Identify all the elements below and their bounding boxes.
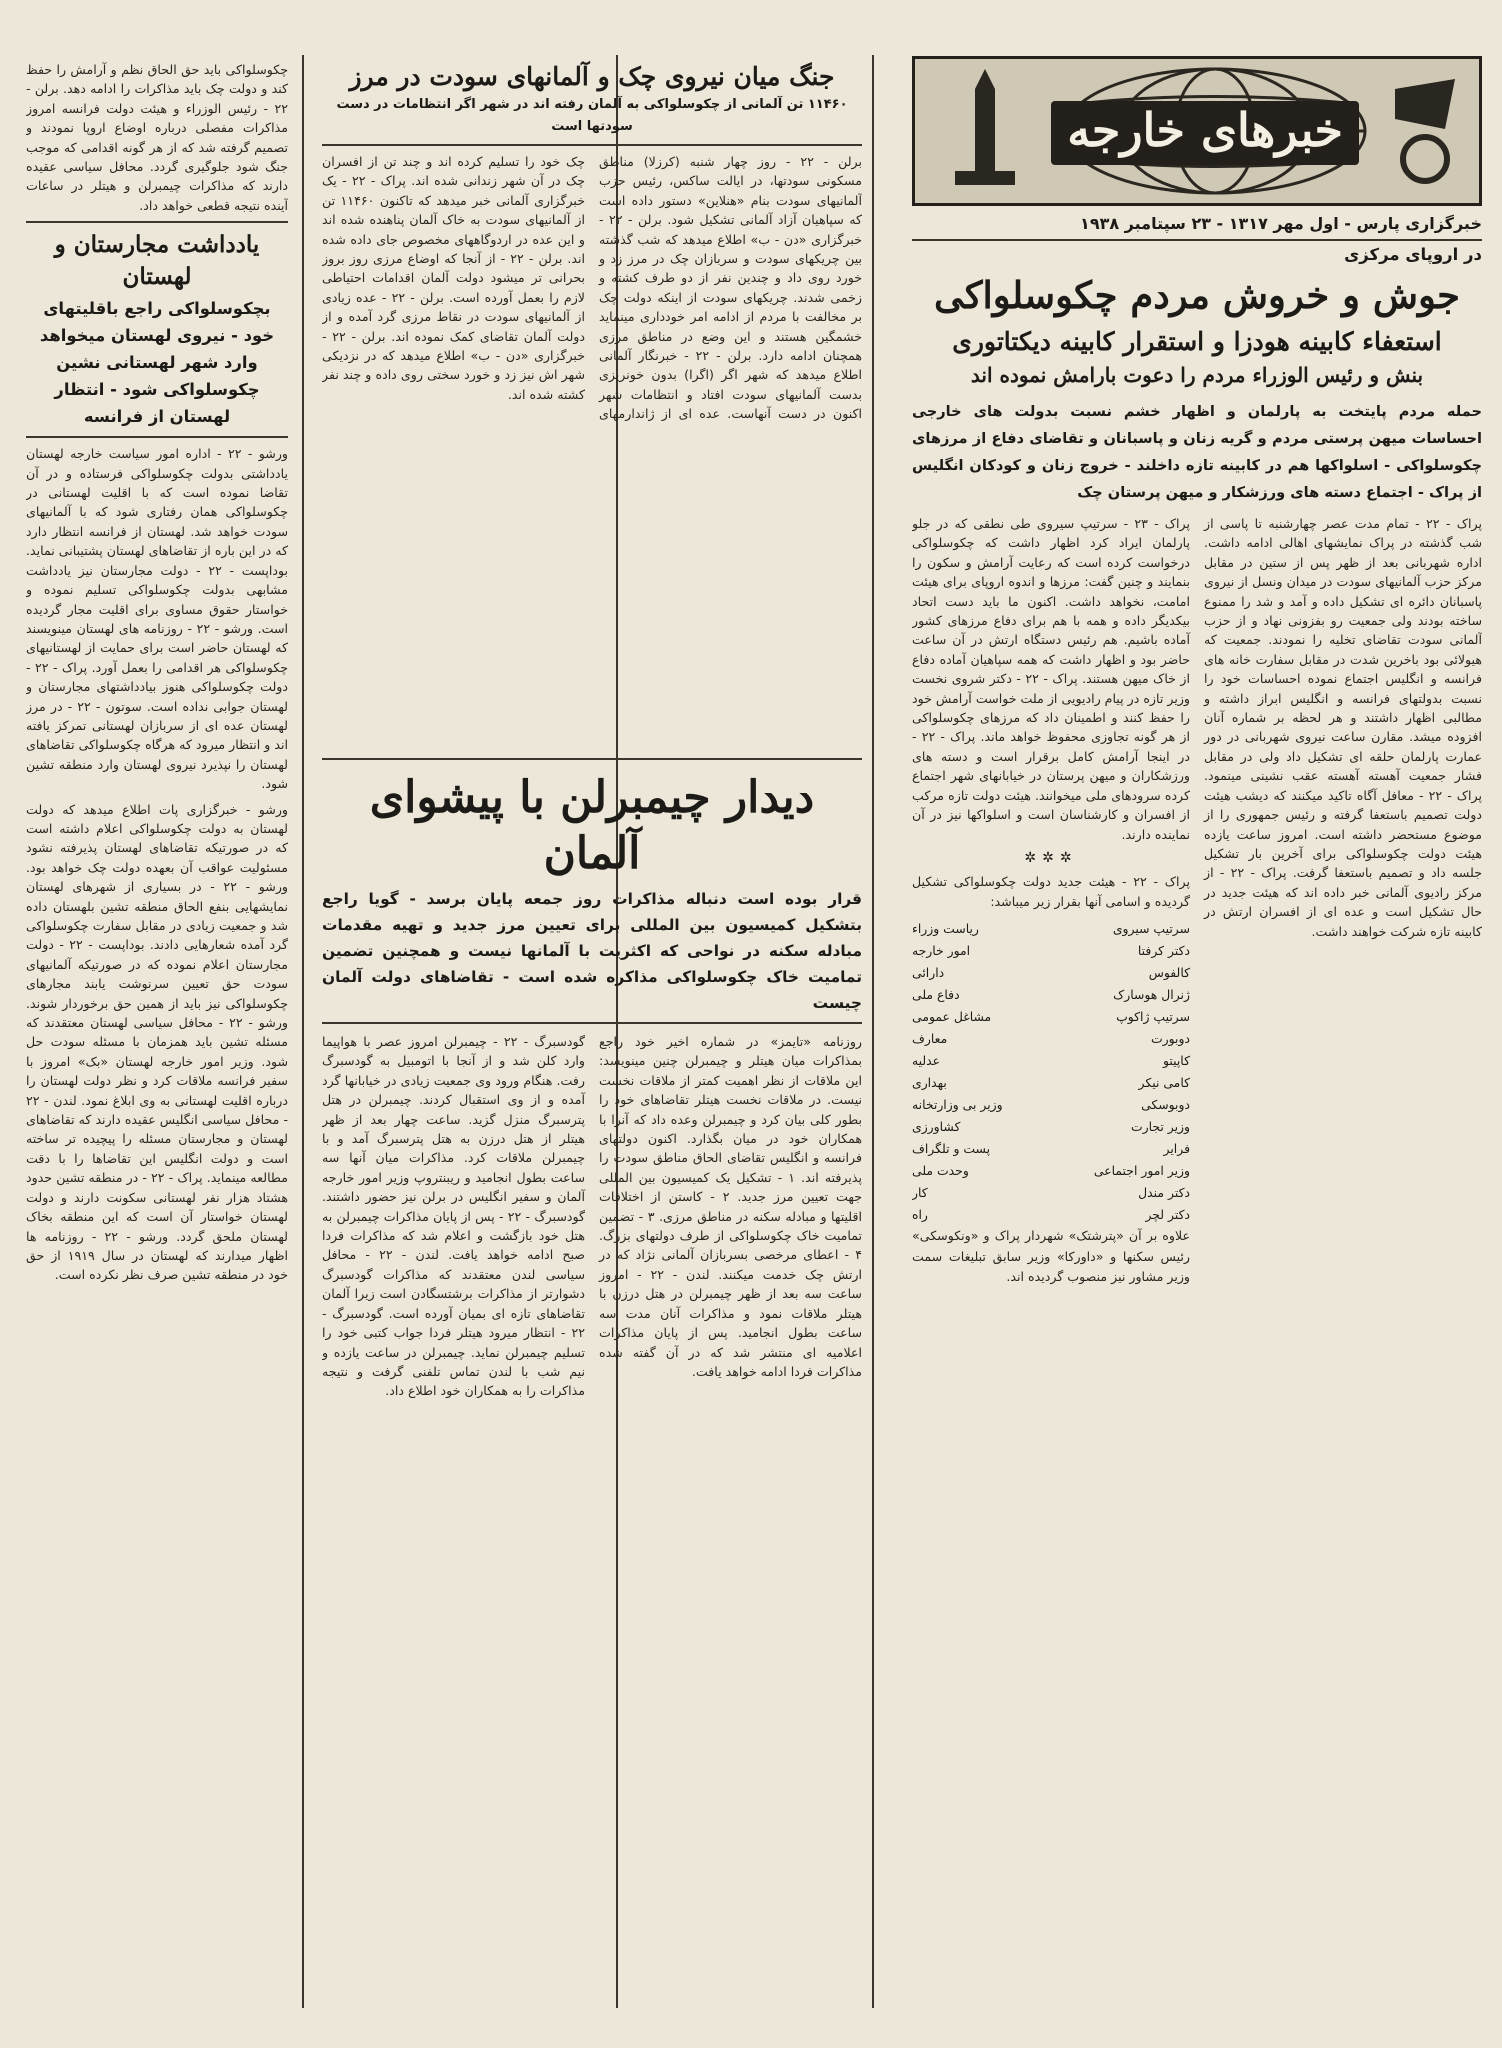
minister-name: دوبوسکی: [1141, 1097, 1190, 1113]
minister-name: دکتر کرفتا: [1137, 943, 1190, 959]
minister-post: ریاست وزراء: [912, 921, 979, 937]
section-divider: [26, 221, 288, 223]
main-headline: جوش و خروش مردم چکوسلواکی: [933, 273, 1460, 317]
minister-name: دکتر لچر: [1145, 1207, 1190, 1223]
border-clash-subhead: ۱۱۴۶۰ تن آلمانی از چکوسلواکی به آلمان رفته اند در شهر اگر انتظامات در دست سودتها است: [322, 94, 862, 146]
minister-post: معارف: [912, 1031, 948, 1047]
article-body: ورشو - ۲۲ - اداره امور سیاست خارجه لهستان یادداشتی بدولت چکوسلواکی فرستاده و در آن تقاضا نموده است که با اقلیت لهستانی در چکوسلواکی همان رفتاری شود که با آلمانیهای سودت خواهد شد. لهستان از فرانسه انتظار دارد که در این باره از تقاضاهای لهستان پشتیبانی نماید. بوداپست - ۲۲ - دولت مجارستان نیز یادداشت مشابهی بدولت چکوسلواکی تسلیم نموده و خواستار حقوق مساوی برای اقلیت مجار گردیده است. ورشو - ۲۲ - روزنامه های لهستان مینویسند که لهستان حاضر است برای حمایت از لهستانیهای چکوسلواکی هر اقدامی را بعمل آورد. پراک - ۲۲ - دولت چکوسلواکی هنوز بیادداشتهای مجارستان و لهستان جوابی نداده است. سوتون - ۲۲ - در مرز لهستان عده ای از سربازان لهستانی تمرکز یافته اند و انتظار میرود که هرگاه چکوسلواکی تقاضاهای لهستان را نپذیرد نیروی لهستان وارد منطقه تشین شود.: [26, 446, 288, 792]
minister-name: فرایر: [1163, 1141, 1190, 1157]
border-clash-headline: جنگ میان نیروی چک و آلمانهای سودت در مرز: [349, 62, 835, 91]
minister-name: ژنرال هوسارک: [1113, 987, 1190, 1003]
cabinet-row: [912, 1006, 1190, 1028]
minister-post: وحدت ملی: [912, 1163, 969, 1179]
cabinet-intro: پراک - ۲۲ - هیئت جدید دولت چکوسلواکی تشکیل گردیده و اسامی آنها بقرار زیر میباشد:: [912, 873, 1190, 910]
chamberlain-body-columns: [322, 1032, 862, 1407]
minister-name: کامی نیکر: [1138, 1075, 1190, 1091]
cabinet-row: [912, 1116, 1190, 1138]
cabinet-row: [912, 984, 1190, 1006]
right-body-columns: [912, 514, 1482, 1293]
cabinet-row: [912, 962, 1190, 984]
article-body: گودسبرگ - ۲۲ - چیمبرلن امروز عصر با هواپیما وارد کلن شد و از آنجا با اتومبیل به گودسبرگ رفت. هنگام ورود وی جمعیت زیادی در خیابانها گرد آمده و از وی استقبال کردند. چیمبرلن در هتل پترسبرگ منزل گزید. ساعت چهار بعد از ظهر هیتلر از هتل درزن به هتل پترسبرگ آمد و با چیمبرلن ملاقات کرد. مذاکرات میان آنها سه ساعت بطول انجامید و ریبنتروپ وزیر امور خارجه آلمان و سفیر انگلیس در برلن نیز حضور داشتند. گودسبرگ - ۲۲ - پس از پایان مذاکرات چیمبرلن به هتل خود بازگشت و اعلام شد که مذاکرات فردا صبح ادامه خواهد یافت. لندن - ۲۲ - محافل سیاسی لندن معتقدند که مذاکرات گودسبرگ دشوارتر از مذاکرات برشتسگادن است زیرا آلمان تقاضاهای تازه ای بمیان آورده است. گودسبرگ - ۲۲ - انتظار میرود هیتلر فردا جواب کتبی خود را تسلیم چیمبرلن نماید. چیمبرلن در ساعت یازده و نیم شب با لندن تماس تلفنی گرفت و نتیجه مذاکرات را به همکاران خود اطلاع داد.: [322, 1034, 586, 1399]
minister-post: وزیر بی وزارتخانه: [912, 1097, 1003, 1113]
article-body: روزنامه «تایمز» در شماره اخیر خود راجع بمذاکرات میان هیتلر و چیمبرلن چنین مینویسد: این ملاقات از نظر اهمیت کمتر از ملاقات نخست نیست. در ملاقات نخست هیتلر تقاضاهای خود را بطور کلی بیان کرد و چیمبرلن وعده داد که آنرا با همکاران خود در میان بگذارد. اکنون دولتهای فرانسه و انگلیس تقاضای الحاق مناطق سودت را پذیرفته اند. ۱ - تشکیل یک کمیسیون بین المللی جهت تعیین مرز جدید. ۲ - کاستن از اختلافات اقلیتها و مبادله سکنه در مناطق مرزی. ۳ - تضمین تمامیت خاک چکوسلواکی از طرف دولتهای بزرگ. ۴ - اعطای مرخصی بسربازان آلمانی نژاد که در ارتش چک خدمت میکنند. لندن - ۲۲ - امروز ساعت سه بعد از ظهر چیمبرلن در هتل درزن با هیتلر ملاقات نمود و مذاکرات آنان مدت سه ساعت بطول انجامید. پس از پایان مذاکرات اعلامیه ای منتشر شد که در آن گفته شده مذاکرات فردا ادامه خواهد یافت.: [599, 1034, 862, 1379]
right-column: [912, 56, 1482, 2008]
cabinet-row: [912, 1028, 1190, 1050]
column-rule: [872, 55, 874, 2008]
minister-name: سرتیپ ژاکوپ: [1116, 1009, 1190, 1025]
minister-post: مشاغل عمومی: [912, 1009, 992, 1025]
news-summary: حمله مردم پایتخت به پارلمان و اظهار خشم نسبت بدولت های خارجی احساسات میهن پرستی مردم و گریه زنان و پاسبانان و تقاضای دفاع از مرزهای چکوسلواکی - اسلواکها هم در کابینه تازه داخلند - خروج زنان و کودکان انگلیس از پراک - اجتماع دسته های ورزشکار و میهن پرستان چک: [912, 403, 1482, 501]
poland-hungary-subhead: بچکوسلواکی راجع باقلیتهای خود - نیروی لهستان میخواهد وارد شهر لهستانی نشین چکوسلواکی شود - انتظار لهستان از فرانسه: [39, 299, 275, 427]
cabinet-row: [912, 1050, 1190, 1072]
minister-post: امور خارجه: [912, 943, 971, 959]
left-column: [26, 60, 288, 2008]
cabinet-row: [912, 940, 1190, 962]
minister-post: کار: [912, 1185, 928, 1201]
cabinet-row: [912, 1160, 1190, 1182]
minister-name: کالفوس: [1148, 965, 1190, 981]
cabinet-row: [912, 1182, 1190, 1204]
cabinet-list: [912, 918, 1190, 1226]
minister-name: کاپیتو: [1162, 1053, 1190, 1069]
column-rule: [302, 55, 304, 2008]
article-body: پراک - ۲۳ - سرتیپ سیروی طی نطقی که در جلو پارلمان ایراد کرد اظهار داشت که چکوسلواکی درخواست کرده است که رعایت آرامش و سکون را بنمایند و چنین گفت: مرزها و اندوه اروپای برای هیئت امامت، نخواهد داشت. اکنون ما باید دست اتحاد بیکدیگر داده و همه با هم برای دفاع مرزهای کشور آماده باشیم. هم رئیس دستگاه ارتش در آن ساعت حاضر بود و اظهار داشت که همه سپاهیان آماده دفاع از خاک میهن هستند. پراک - ۲۲ - دکتر شروی نخست وزیر تازه در پیام رادیویی از ملت خواست آرامش خود را حفظ کنند و اطمینان داد که مرزهای چکوسلواکی از هر گونه تجاوزی محفوظ خواهد ماند. پراک - ۲۲ - در اینجا آرامش کامل برقرار است و دسته های ورزشکاران و میهن پرستان در خیابانهای شهر اجتماع کرده سرودهای ملی میخوانند. هیئت دولت تازه مرکب از افسران و کارشناسان است و اسلواکها نیز در آن نماینده دارند.: [912, 516, 1190, 842]
minister-post: دارائی: [912, 965, 945, 981]
main-subhead-2: بنش و رئیس الوزراء مردم را دعوت بارامش نموده اند: [970, 363, 1424, 387]
cabinet-row: [912, 1094, 1190, 1116]
middle-body-columns: [322, 152, 862, 752]
dateline: خبرگزاری پارس - اول مهر ۱۳۱۷ - ۲۳ سپتامبر ۱۹۳۸: [912, 214, 1482, 241]
article-body: پراک - ۲۲ - تمام مدت عصر چهارشنبه تا پاسی از شب گذشته در پراک نمایشهای اهالی ادامه داشت. اداره شهربانی بعد از ظهر پس از ستین در مقابل مرکز حزب آلمانیهای سودت در میدان ونسل از نیروی پاسبانان دائره ای تشکیل داده و آمد و شد را ممنوع ساخته بودند ولی جمعیت رو بفزونی نهاد و از حزب آلمانی سودت تقاضای تخلیه را نمودند. جمعیت که هیولائی بود باخرین شدت در مقابل سفارت خانه های فرانسه و انگلیس اجتماع نموده احساسات خود را نسبت بدولتهای فرانسه و انگلیس ابراز داشته و مطالبی اظهار داشتند و هر لحظه بر شماره آنان افزوده میشد. مقارن ساعت نیروی شهربانی در دور عمارت پارلمان حلقه ای تشکیل داد ولی در مقابل فشار جمعیت آهسته آهسته عقب نشینی مینمود. پراک - ۲۲ - معافل آگاه تاکید میکنند که دیشب هیئت دولت تصمیم باستعفا گرفته و رئیس جمهوری را از موضوع مستحضر داشته است. امروز ساعت یازده هیئت دولت چکوسلواکی برای آخرین بار تشکیل جلسه داد و تصمیم باستعفا گرفت. پراک - ۲۲ - از مرکز رادیوی آلمانی خبر داده اند که هیئت جدید در حال تشکیل است و عده ای از افسران ارتش در کابینه تازه شرکت خواهند داشت.: [1204, 516, 1482, 939]
minister-post: راه: [912, 1207, 928, 1223]
article-body: ورشو - خبرگزاری پات اطلاع میدهد که دولت لهستان به دولت چکوسلواکی اعلام داشته است که در صورتیکه تقاضاهای لهستان پذیرفته نشود مسئولیت عواقب آن بعهده دولت چک خواهد بود. ورشو - ۲۲ - در بسیاری از شهرهای لهستان نمایشهایی بنفع الحاق منطقه تشین بلهستان داده شد و جمعیت زیادی در مقابل سفارت چکوسلواکی گرد آمده شعارهایی دادند. بوداپست - ۲۲ - دولت مجارستان اعلام نموده که در صورتیکه آلمانیهای سودت حق تعیین سرنوشت یابند مجارهای چکوسلواکی نیز باید از همین حق برخوردار شوند. ورشو - ۲۲ - محافل سیاسی لهستان معتقدند که مسئله تشین باید همزمان با مسئله سودت حل شود. وزیر امور خارجه لهستان «بک» امروز با سفیر فرانسه ملاقات کرد و نظر دولت لهستان را درباره اقلیت لهستانی به وی ابلاغ نمود. لندن - ۲۲ - محافل سیاسی انگلیس عقیده دارند که تقاضاهای لهستان و مجارستان مسئله را پیچیده تر ساخته است و دولت انگلیس این تقاضاها را با دقت مطالعه مینماید. پراک - ۲۲ - در منطقه تشین حدود هشتاد هزار نفر لهستانی سکونت دارند و دولت لهستان خواستار آن است که این منطقه بخاک لهستان ملحق گردد. ورشو - ۲۲ - روزنامه ها اظهار میدارند که لهستان در سال ۱۹۱۹ از حق خود در منطقه تشین صرف نظر نکرده است.: [26, 801, 288, 1283]
cabinet-row: [912, 1204, 1190, 1226]
main-subhead: استعفاء کابینه هودزا و استقرار کابینه دیکتاتوری: [952, 327, 1442, 356]
middle-column: [322, 60, 862, 2008]
cabinet-row: [912, 1072, 1190, 1094]
minister-post: عدلیه: [912, 1053, 941, 1069]
chamberlain-headline: دیدار چیمبرلن با پیشوای آلمان: [369, 772, 815, 879]
minister-name: دکتر مندل: [1138, 1185, 1190, 1201]
cabinet-row: [912, 918, 1190, 940]
separator-stars-icon: ✲✲✲: [1024, 849, 1078, 866]
minister-post: دفاع ملی: [912, 987, 960, 1003]
masthead: [912, 56, 1482, 206]
minister-name: دوبورت: [1151, 1031, 1190, 1047]
minister-post: پست و تلگراف: [912, 1141, 991, 1157]
section-divider: [322, 758, 862, 760]
minister-name: وزیر تجارت: [1130, 1119, 1190, 1135]
minister-post: کشاورزی: [912, 1119, 961, 1135]
section-kicker: در اروپای مرکزی: [1344, 245, 1482, 264]
masthead-title: خبرهای خارجه: [1051, 101, 1359, 165]
article-body: برلن - ۲۲ - روز چهار شنبه (کرزلا) مناطق مسکونی سودتها، در ایالت ساکس، رئیس حزب آلمانیهای سودت بنام «هنلاین» دستور داده است که سپاهیان آزاد آلمانی تشکیل شود. برلن - ۲۲ - خبرگزاری «دن - ب» اطلاع میدهد که شب گذشته بین چریکهای سودت و سربازان چک در مرز زد و خورد روی داد و چندین نفر از دو طرف کشته و زخمی شدند. چریکهای سودت از اینکه دولت چک بر مخالفت با مردم از ادامه امر خودداری مینماید خشمگین هستند و این وضع در مناطق مرزی همچنان ادامه دارد. برلن - ۲۲ - خبرنگار آلمانی اطلاع میدهد که شهر اگر (اگرا) بدون خونریزی بدست آلمانیهای سودت افتاد و انتظامات شهر اکنون در دست آنهاست. عده ای از ژاندارمهای چک خود را تسلیم کرده اند و چند تن از افسران چک در آن شهر زندانی شده اند. پراک - ۲۲ - یک خبرگزاری آلمانی خبر میدهد که تاکنون ۱۱۴۶۰ تن از آلمانیهای سودت به خاک آلمان پناهنده شده اند و این عده در اردوگاههای مخصوص جای داده شده اند. برلن - ۲۲ - از آنجا که اوضاع مرزی روز بروز بحرانی تر میشود دولت آلمان اقدامات احتیاطی لازم را بعمل آورده است. برلن - ۲۲ - عده زیادی از آلمانیهای سودت در نقاط مرزی گرد آمده و از دولت آلمان تقاضای کمک نموده اند. برلن - ۲۲ - خبرگزاری «دن - ب» اطلاع میدهد که در نزدیکی شهر اش نیز زد و خورد سختی روی داده و چند نفر کشته شده اند.: [322, 154, 862, 422]
cabinet-row: [912, 1138, 1190, 1160]
minister-name: سرتیپ سیروی: [1112, 921, 1190, 937]
poland-hungary-headline: یادداشت مجارستان و لهستان: [54, 231, 260, 291]
cabinet-footer: علاوه بر آن «پترشتک» شهردار پراک و «ونکوسکی» رئیس سکنها و «داورکا» وزیر سابق تبلیغات سمت وزیر مشاور نیز منصوب گردیده اند.: [912, 1228, 1190, 1284]
minister-name: وزیر امور اجتماعی: [1093, 1163, 1190, 1179]
article-body: چکوسلواکی باید حق الحاق نظم و آرامش را حفظ کند و دولت چک باید مذاکرات را ادامه دهد. برلن - ۲۲ - رئیس الوزراء و هیئت دولت فرانسه امروز مذاکرات مفصلی درباره اوضاع اروپا نمودند و تصمیم گرفته شد که از هر گونه اقدامی که موجب جنگ شود جلوگیری گردد. محافل سیاسی عقیده دارند که مذاکرات چیمبرلن و هیتلر در ساعات آینده نتیجه قطعی خواهد داد.: [26, 62, 288, 213]
chamberlain-subhead: قرار بوده است دنباله مذاکرات روز جمعه پایان برسد - گویا راجع بتشکیل کمیسیون بین المللی برای تعیین مرز جدید و تهیه مقدمات مبادله سکنه در نواحی که اکثریت با آلمانها نیست و همچنین تضمین تمامیت خاک چکوسلواکی مذاکره شده است - تقاضاهای دولت آلمان چیست: [322, 886, 862, 1024]
section-divider: [26, 436, 288, 438]
minister-post: بهداری: [912, 1075, 947, 1091]
